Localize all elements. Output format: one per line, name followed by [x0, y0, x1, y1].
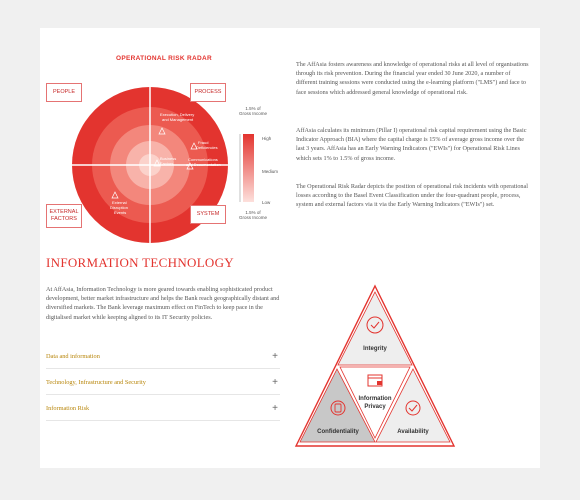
- confidentiality-label: Confidentiality: [317, 429, 359, 435]
- page-card: [40, 28, 540, 468]
- paragraph-capital: AffAsia calculates its minimum (Pillar I) operational risk capital requirement using the Basic Indicator Approach (BIA) where the capital charge is 15% of average gross income over the last 3 years. AffAsia has an Early Warning Indicators ("EWIs") for Operational Risk Lines which sets 1% to 1.5% of gross income.: [296, 127, 527, 162]
- event-label: Events: [114, 210, 127, 215]
- integrity-segment: [338, 292, 412, 365]
- quadrant-system: SYSTEM: [190, 205, 226, 224]
- quadrant-people: PEOPLE: [46, 83, 82, 102]
- information-security-triangle: [290, 280, 460, 452]
- event-label: Execution, Delivery: [160, 112, 195, 117]
- event-label: Factors: [160, 161, 174, 166]
- scale-medium: Medium: [262, 169, 279, 174]
- plus-icon: +: [272, 350, 278, 362]
- integrity-label: Integrity: [363, 346, 387, 352]
- accordion-information-risk[interactable]: [46, 396, 280, 421]
- event-label: Communications: [188, 157, 218, 162]
- scale-bottom-note: 1.5% of Gross Income: [238, 210, 267, 220]
- plus-icon: +: [272, 376, 278, 388]
- event-label: Disruption: [110, 205, 129, 210]
- scale-top-note: 1.5% of Gross Income: [238, 106, 267, 116]
- event-label: Deficiencies: [196, 145, 218, 150]
- event-label: Business: [160, 156, 177, 161]
- event-label: External: [112, 200, 127, 205]
- availability-label: Availability: [397, 429, 429, 435]
- information-label: Information: [358, 396, 392, 402]
- quadrant-external-factors: EXTERNAL FACTORS: [46, 204, 82, 228]
- radar-title: OPERATIONAL RISK RADAR: [116, 55, 212, 62]
- plus-icon: +: [272, 402, 278, 414]
- paragraph-radar: The Operational Risk Radar depicts the position of operational risk incidents with operational losses according to the Basel Event Classification under the four-quadrant people, process, system and external factors via it via the Early Warning Indicators ("EWIs") set.: [296, 183, 528, 209]
- privacy-label: Privacy: [364, 404, 386, 410]
- accordion-data-information[interactable]: [46, 344, 280, 369]
- event-label: and Documentation: [186, 162, 221, 167]
- quadrant-process: PROCESS: [190, 83, 226, 102]
- risk-scale-bar: [243, 134, 254, 202]
- accordion-label: Data and information: [46, 352, 100, 360]
- scale-high: High: [262, 136, 272, 141]
- accordion-label: Information Risk: [46, 404, 90, 412]
- accordion-label: Technology, Infrastructure and Security: [46, 378, 146, 386]
- event-label: and Management: [162, 117, 194, 122]
- scale-low: Low: [262, 200, 271, 205]
- paragraph-awareness: The AffAsia fosters awareness and knowledge of operational risks at all level of organisations through its risk prevention. During the financial year ended 30 June 2020, a number of different training sessions were conducted using the e-learning platform ("LMS") and face to face sessions which addressed general knowledge of operational risk.: [296, 61, 529, 96]
- event-label: Fraud: [198, 140, 209, 145]
- section-title-it: INFORMATION TECHNOLOGY: [46, 255, 234, 270]
- it-body-text: At AffAsia, Information Technology is more geared towards enabling sophisticated product development, better market infrastructure and helps the Bank reach geographically distant and diversified markets. The Bank leverage maximum effect on FinTech to keep pace in the digitalised market while keeping aligned to its IT Security policies.: [46, 286, 280, 321]
- accordion-technology-infrastructure-security[interactable]: [46, 370, 280, 395]
